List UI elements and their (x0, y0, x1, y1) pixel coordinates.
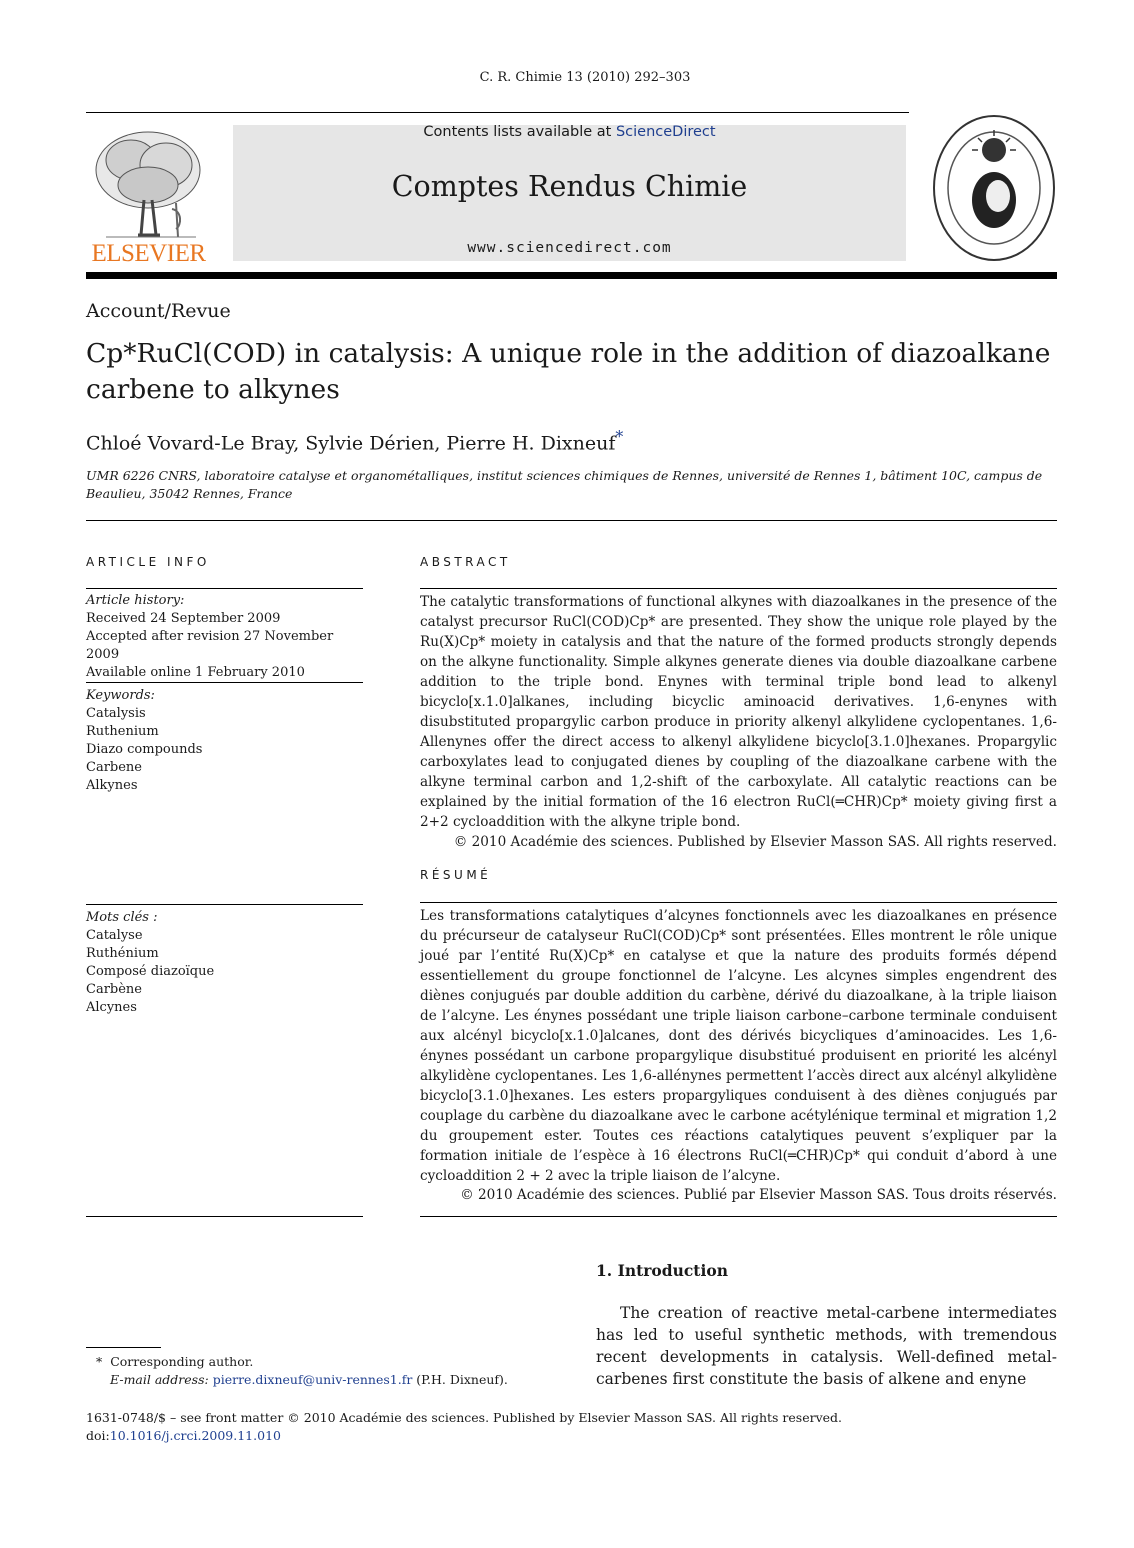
keyword-item: Catalysis (86, 706, 146, 721)
elsevier-wordmark: ELSEVIER (91, 240, 206, 267)
left-column-bottom-rule (86, 1216, 363, 1217)
mot-cle-item: Alcynes (86, 1000, 137, 1015)
article-title: Cp*RuCl(COD) in catalysis: A unique role in the addition of diazoalkane carbene to alkynes (86, 338, 1051, 405)
mots-cles-block (86, 909, 363, 1017)
mots-cles-rule (86, 904, 363, 905)
mot-cle-item: Ruthénium (86, 946, 159, 961)
journal-citation: C. R. Chimie 13 (2010) 292–303 (479, 70, 691, 85)
introduction-heading: 1. Introduction (596, 1261, 728, 1280)
introduction-paragraph: The creation of reactive metal-carbene intermediates has led to useful synthetic methods, with tremendous recent developments in catalysis. Well-defined metal-carbenes first constitute the basis of alkene and enyne (596, 1304, 1057, 1388)
doi-link[interactable]: 10.1016/j.crci.2009.11.010 (109, 1428, 281, 1443)
article-history (86, 592, 363, 682)
mots-cles-label: Mots clés : (86, 910, 158, 925)
abstract-heading: ABSTRACT (420, 555, 511, 569)
abstract-text: The catalytic transformations of functional alkynes with diazoalkanes in the presence of the catalyst precursor RuCl(COD)Cp* are presented. They show the unique role played by the Ru(X)Cp* moiety in catalysis and that the nature of the formed products strongly depends on the alkyne functionality. Simple alkynes generate dienes via double diazoalkane carbene addition to the triple bond. Enynes with terminal triple bond lead to alkenyl bicyclo[x.1.0]alkanes, including bicyclic aminoacid derivatives. 1,6-enynes with disubstituted propargylic carbon produce in priority alkenyl alkylidene cyclopentanes. 1,6-Allenynes offer the direct access to alkenyl alkylidene bicyclo[3.1.0]hexanes. Propargylic carboxylates lead to conjugated dienes by coupling of the diazoalkane carbene with the alkyne terminal carbon and 1,2-shift of the carboxylate. All catalytic reactions can be explained by the initial formation of the 16 electron RuCl(═CHR)Cp* moiety giving first a 2+2 cycloaddition with the alkyne triple bond. (420, 594, 1057, 830)
resume-rule (420, 902, 1057, 903)
article-info-rule (86, 588, 363, 589)
corresponding-author-note (96, 1353, 566, 1371)
keyword-item: Carbene (86, 760, 142, 775)
keywords-rule (86, 682, 363, 683)
footnote-mark: * (96, 1354, 103, 1369)
article-info-heading: ARTICLE INFO (86, 555, 210, 569)
mot-cle-item: Catalyse (86, 928, 143, 943)
journal-name: Comptes Rendus Chimie (391, 170, 748, 203)
mot-cle-item: Carbène (86, 982, 142, 997)
doi-label: doi: (86, 1428, 110, 1443)
contents-available-line (233, 124, 906, 140)
header-thick-rule (86, 272, 1057, 279)
sciencedirect-link[interactable]: ScienceDirect (615, 124, 716, 140)
keyword-item: Diazo compounds (86, 742, 203, 757)
header-top-rule (86, 112, 909, 113)
footnote (96, 1353, 566, 1389)
history-received: Received 24 September 2009 (86, 611, 281, 626)
author-list (86, 427, 623, 454)
resume-bottom-rule (420, 1216, 1057, 1217)
abstract-copyright: © 2010 Académie des sciences. Published by Elsevier Masson SAS. All rights reserved. (453, 834, 1057, 850)
abstract-rule (420, 588, 1057, 589)
academie-seal-logo (928, 110, 1060, 265)
introduction-text (596, 1302, 1057, 1390)
bottom-info (86, 1409, 842, 1445)
doi-line (86, 1427, 842, 1445)
mot-cle-item: Composé diazoïque (86, 964, 215, 979)
resume-heading: RÉSUMÉ (420, 868, 492, 882)
footnote-rule (86, 1347, 161, 1348)
resume-text: Les transformations catalytiques d’alcynes fonctionnels avec les diazoalkanes en présence du précurseur de catalyseur RuCl(COD)Cp* sont présentées. Elles montrent le rôle unique joué par l’entité Ru(X)Cp* en catalyse et que la nature des produits formés dépend essentiellement du groupe fonctionnel de l’alcyne. Les alcynes simples engendrent des diènes conjugués par double addition du carbène, dérivé du diazoalkane, à la triple liaison de l’alcyne. Les énynes possédant une triple liaison carbone–carbone terminale conduisent aux alcényl bicyclo[x.1.0]alcanes, dont des dérivés bicycliques d’aminoacides. Les 1,6-énynes possédant un carbone propargylique disubstitué produisent en priorité les alcényl alkylidène cyclopentanes. Les 1,6-allénynes permettent l’accès direct aux alcényl alkylidène bicyclo[3.1.0]hexanes. Les esters propargyliques conduisent à des diènes conjugués par couplage du carbène du diazoalkane avec le carbone acétylénique terminal et migration 1,2 du groupement ester. Toutes ces réactions catalytiques peuvent s’expliquer par la formation initiale de l’espèce à 16 électrons RuCl(═CHR)Cp* qui conduit d’abord à une cycloaddition 2 + 2 avec la triple liaison de l’alcyne. (420, 908, 1057, 1184)
contents-prefix: Contents lists available at (423, 124, 616, 140)
article-type: Account/Revue (86, 300, 231, 322)
keyword-item: Ruthenium (86, 724, 159, 739)
authors-text: Chloé Vovard-Le Bray, Sylvie Dérien, Pierre H. Dixneuf (86, 432, 616, 455)
keyword-item: Alkynes (86, 778, 138, 793)
email-link[interactable]: pierre.dixneuf@univ-rennes1.fr (212, 1372, 413, 1387)
keywords-block (86, 687, 363, 795)
history-accepted: Accepted after revision 27 November 2009 (86, 629, 334, 662)
affiliation-rule (86, 520, 1057, 521)
corresponding-author-label: Corresponding author. (110, 1354, 254, 1369)
history-online: Available online 1 February 2010 (86, 665, 305, 680)
affiliation: UMR 6226 CNRS, laboratoire catalyse et organométalliques, institut sciences chimiques de Rennes, université de Rennes 1, bâtiment 10C, campus de Beaulieu, 35042 Rennes, France (86, 468, 1043, 501)
email-label: E-mail address: (110, 1372, 213, 1387)
journal-url[interactable]: www.sciencedirect.com (467, 240, 672, 256)
email-suffix: (P.H. Dixneuf). (412, 1372, 508, 1387)
keywords-label: Keywords: (86, 688, 155, 703)
issn-line: 1631-0748/$ – see front matter © 2010 Académie des sciences. Published by Elsevier Masson SAS. All rights reserved. (86, 1410, 843, 1425)
corresponding-author-mark[interactable]: * (615, 427, 624, 446)
resume-copyright: © 2010 Académie des sciences. Publié par Elsevier Masson SAS. Tous droits réservés. (460, 1187, 1057, 1203)
email-line (96, 1371, 566, 1389)
history-label: Article history: (86, 593, 185, 608)
